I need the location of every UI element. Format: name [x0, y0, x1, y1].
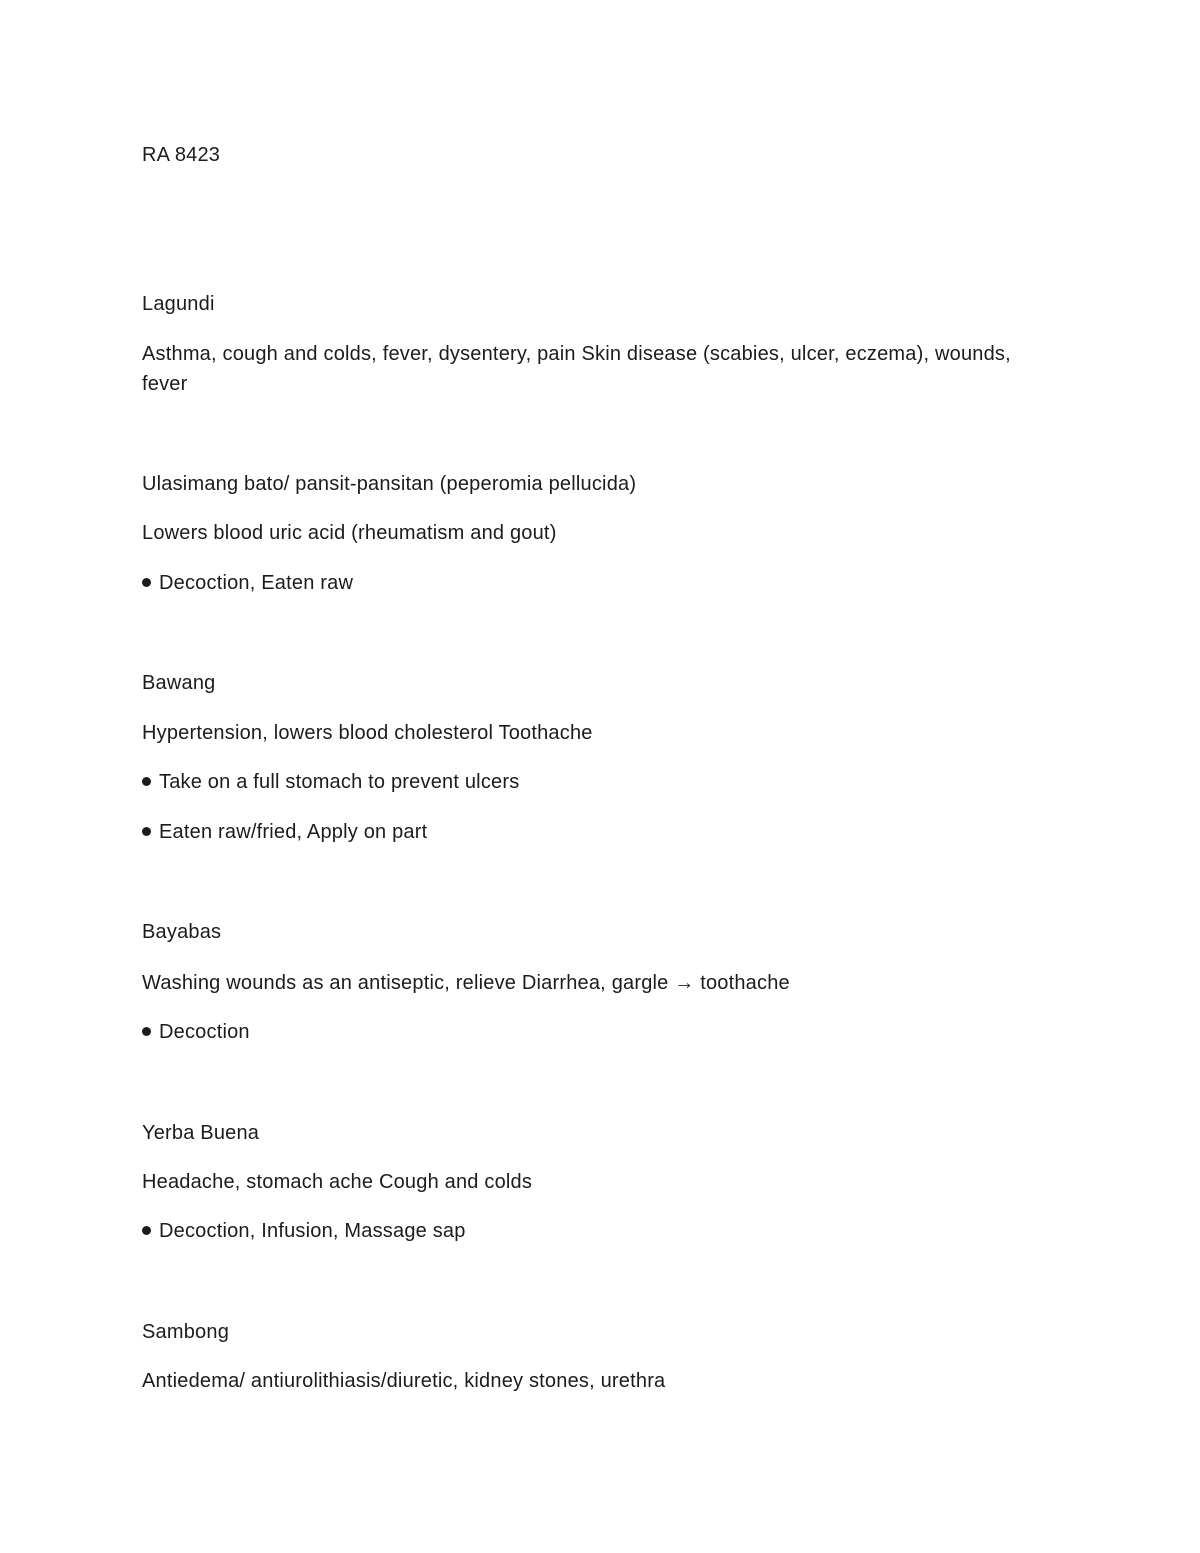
bullet-icon — [142, 1027, 151, 1036]
herb-name-yerba-buena: Yerba Buena — [142, 1122, 260, 1144]
bullet-text: Take on a full stomach to prevent ulcers — [159, 771, 520, 793]
herb-name-bayabas: Bayabas — [142, 921, 222, 943]
herb-uses-bayabas: Washing wounds as an antiseptic, relieve Diarrhea, gargle → toothache — [142, 972, 790, 994]
bullet-item — [142, 767, 519, 797]
herb-name-sambong: Sambong — [142, 1321, 230, 1343]
herb-uses-ulasimang-bato: Lowers blood uric acid (rheumatism and gout) — [142, 522, 557, 544]
herb-name-lagundi: Lagundi — [142, 293, 215, 315]
bullet-item — [142, 1017, 250, 1047]
bullet-icon — [142, 777, 151, 786]
bullet-icon — [142, 578, 151, 587]
bullet-text: Decoction — [159, 1021, 250, 1043]
bullet-text: Decoction, Infusion, Massage sap — [159, 1220, 466, 1242]
bullet-text: Decoction, Eaten raw — [159, 572, 354, 594]
bullet-icon — [142, 1226, 151, 1235]
herb-uses-bawang: Hypertension, lowers blood cholesterol Toothache — [142, 722, 593, 744]
herb-uses-lagundi: Asthma, cough and colds, fever, dysentery, pain Skin disease (scabies, ulcer, eczema), wounds, fever — [142, 343, 1017, 395]
bullet-item — [142, 1216, 466, 1246]
bullet-icon — [142, 827, 151, 836]
bullet-text: Eaten raw/fried, Apply on part — [159, 821, 428, 843]
document-title: RA 8423 — [142, 144, 221, 166]
herb-name-bawang: Bawang — [142, 672, 216, 694]
herb-uses-sambong: Antiedema/ antiurolithiasis/diuretic, kidney stones, urethra — [142, 1370, 666, 1392]
bullet-item — [142, 817, 427, 847]
herb-name-ulasimang-bato: Ulasimang bato/ pansit-pansitan (peperomia pellucida) — [142, 473, 637, 495]
herb-uses-yerba-buena: Headache, stomach ache Cough and colds — [142, 1171, 533, 1193]
bullet-item — [142, 568, 353, 598]
